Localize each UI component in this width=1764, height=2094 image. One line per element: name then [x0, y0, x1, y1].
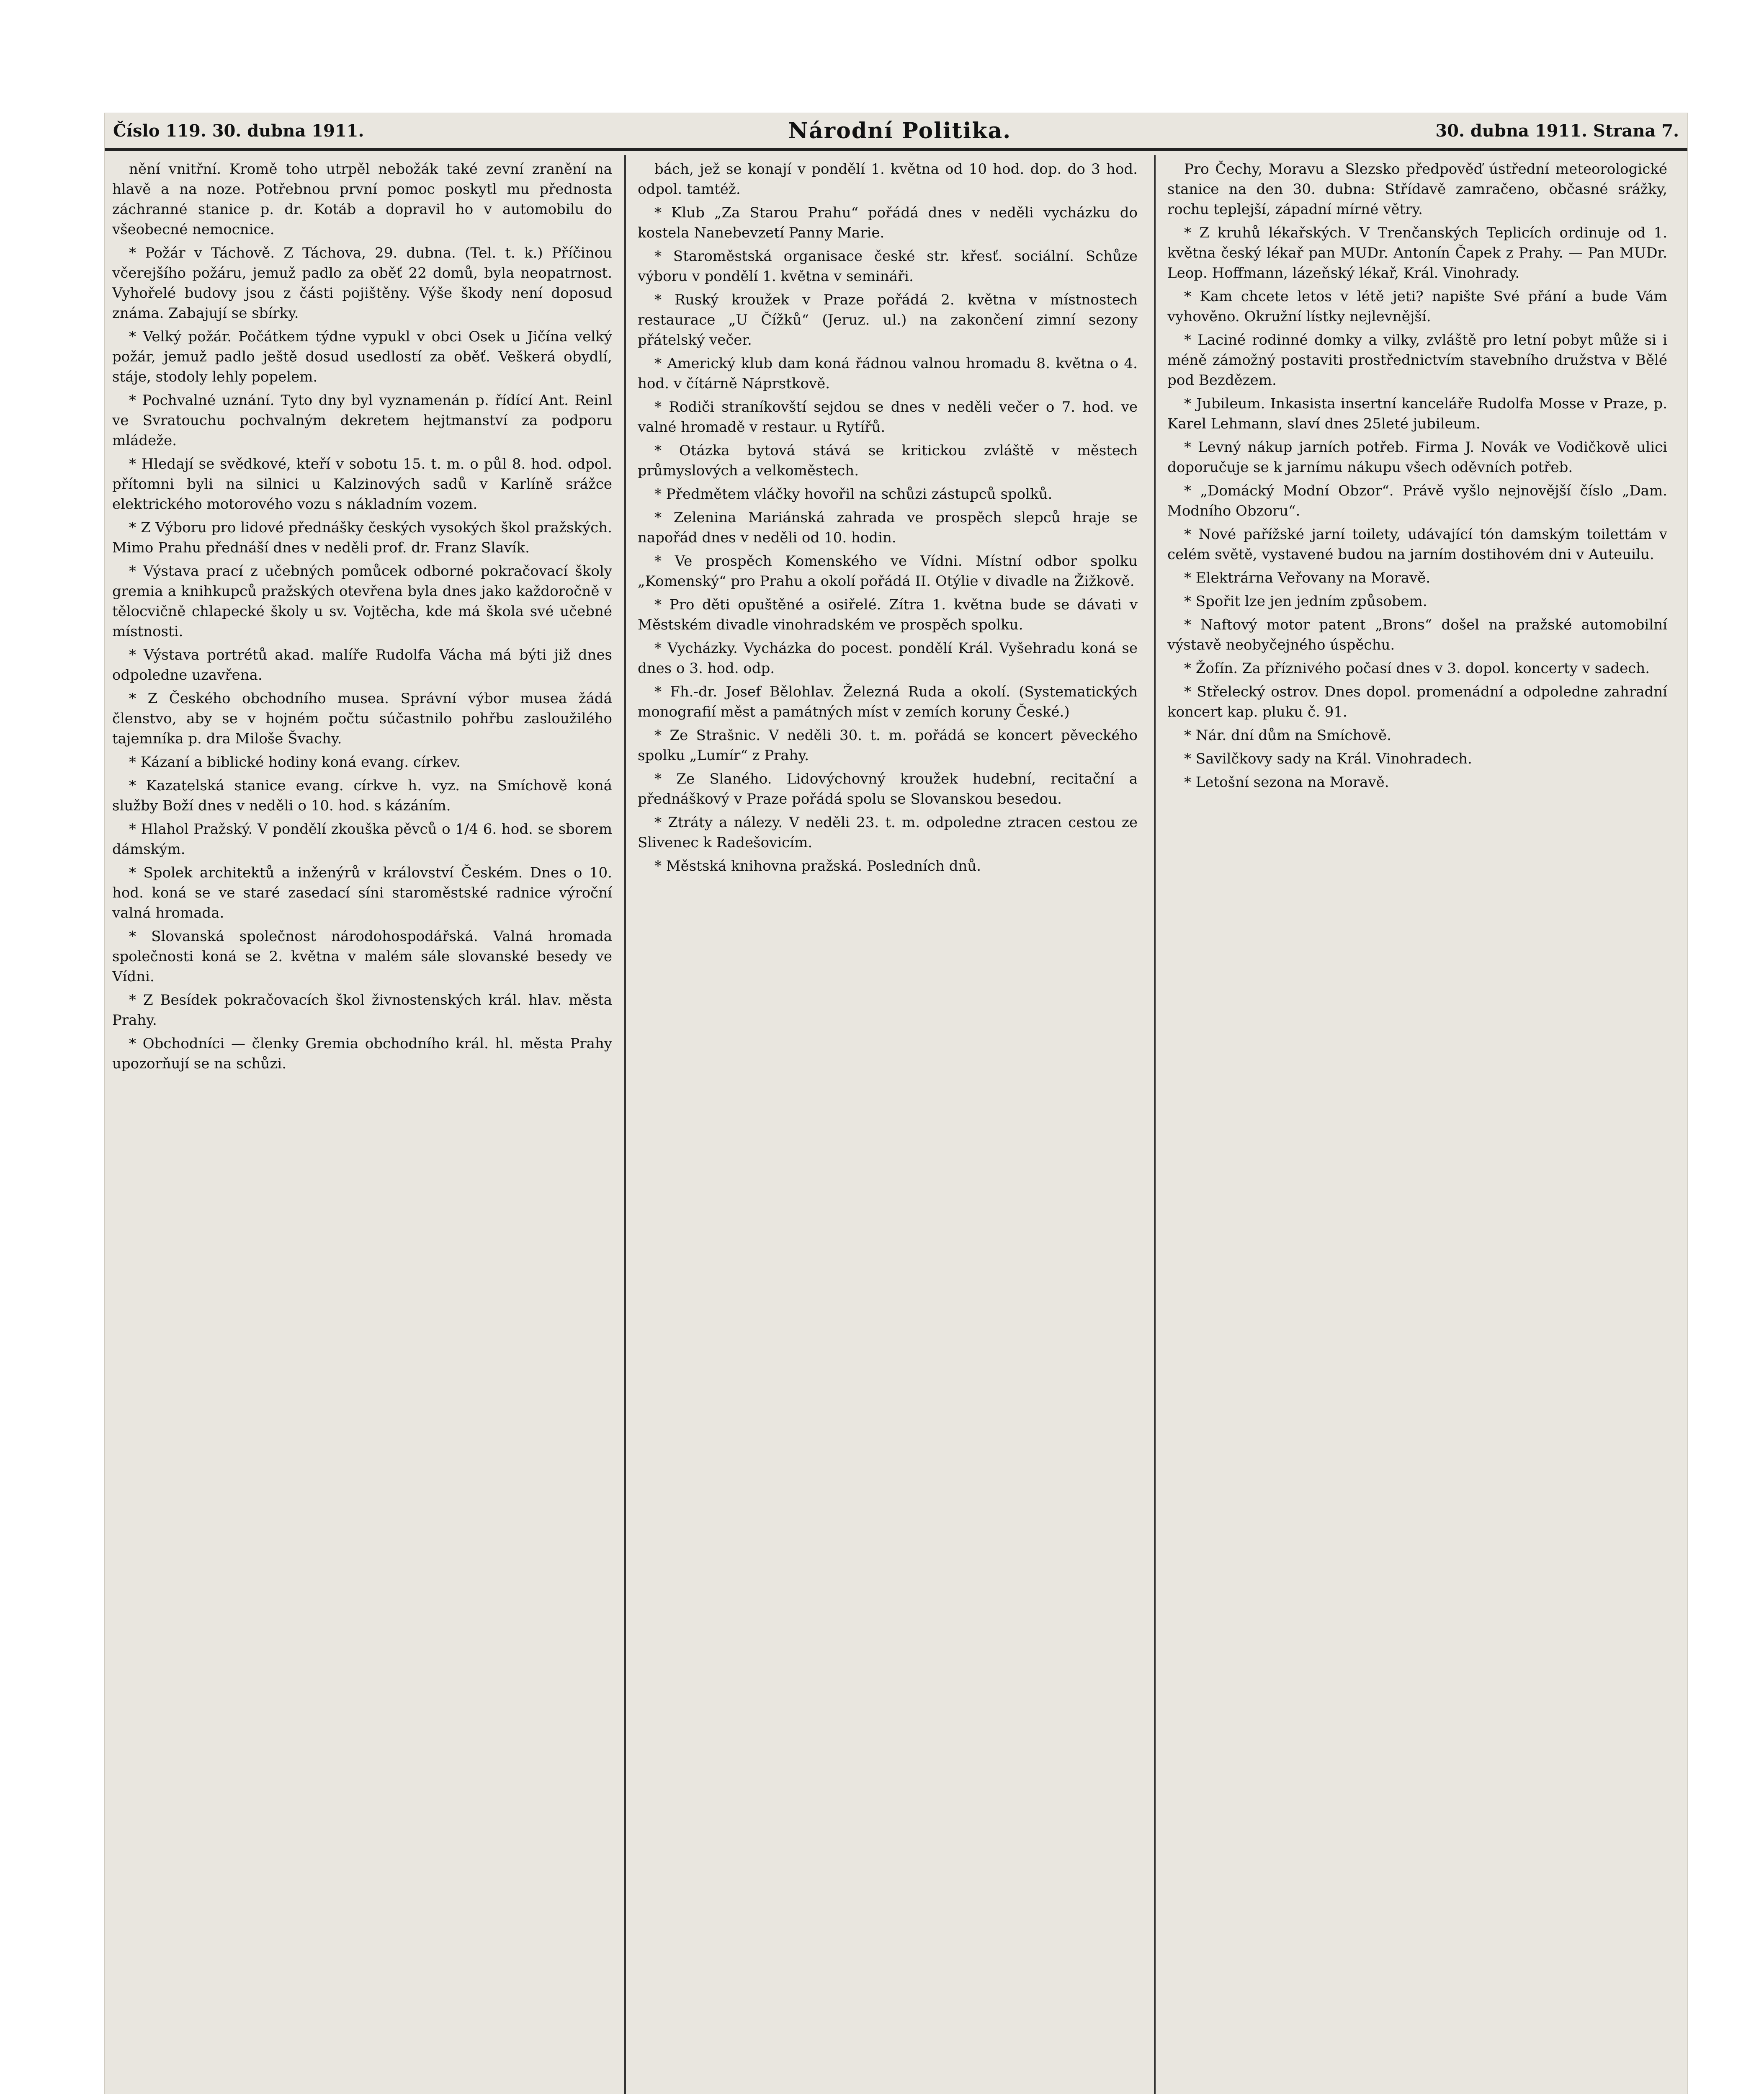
- paragraph: * Levný nákup jarních potřeb. Firma J. Novák ve Vodičkově ulici doporučuje se k jarnímu nákupu všech oděvních potřeb.: [1167, 439, 1667, 476]
- paragraph: * Ze Strašnic. V neděli 30. t. m. pořádá se koncert pěveckého spolku „Lumír“ z Prahy.: [638, 727, 1138, 764]
- column-3: [1160, 155, 1675, 2094]
- paragraph: * Kázaní a biblické hodiny koná evang. církev.: [129, 754, 461, 771]
- paragraph: * „Domácký Modní Obzor“. Právě vyšlo nejnovější číslo „Dam. Modního Obzoru“.: [1167, 482, 1667, 519]
- paragraph: bách, jež se konají v pondělí 1. května od 10 hod. dop. do 3 hod. odpol. tamtéž.: [638, 161, 1138, 198]
- paragraph: * Elektrárna Veřovany na Moravě.: [1184, 570, 1431, 586]
- paragraph: * Nové pařížské jarní toilety, udávající tón damským toilettám v celém světě, vystavené budou na jarním dostihovém dni v Auteuilu.: [1167, 526, 1667, 563]
- paragraph: * Ruský kroužek v Praze pořádá 2. května v místnostech restaurace „U Čížků“ (Jeruz. ul.) na zakončení zimní sezony přátelský večer.: [638, 291, 1138, 348]
- date-and-page: 30. dubna 1911. Strana 7.: [1435, 121, 1679, 141]
- paragraph: * Staroměstská organisace české str. křesť. sociální. Schůze výboru v pondělí 1. května v semináři.: [638, 248, 1138, 285]
- article-columns: [105, 155, 1687, 2094]
- paragraph: * Laciné rodinné domky a vilky, zvláště pro letní pobyt může si i méně zámožný postaviti prostřednictvím stavebního družstva v Bělé pod Bezdězem.: [1167, 332, 1667, 389]
- paragraph: * Pochvalné uznání. Tyto dny byl vyznamenán p. řídící Ant. Reinl ve Svratouchu pochvalným dekretem hejtmanství za podporu mládeže.: [112, 392, 612, 449]
- paragraph: * Hlahol Pražský. V pondělí zkouška pěvců o 1/4 6. hod. se sborem dámským.: [112, 821, 612, 858]
- paragraph: * Z Besídek pokračovacích škol živnostenských král. hlav. města Prahy.: [112, 992, 612, 1029]
- column-1: [105, 155, 620, 2094]
- paragraph: * Z kruhů lékařských. V Trenčanských Teplicích ordinuje od 1. května český lékař pan MUDr. Antonín Čapek z Prahy. — Pan MUDr. Leop. Hoffmann, lázeňský lékař, Král. Vinohrady.: [1167, 224, 1667, 281]
- paragraph: * Velký požár. Počátkem týdne vypukl v obci Osek u Jičína velký požár, jemuž padlo ještě dosud usedlostí za oběť. Veškerá obydlí, stáje, stodoly lehly popelem.: [112, 328, 612, 385]
- paragraph: * Výstava portrétů akad. malíře Rudolfa Vácha má býti již dnes odpoledne uzavřena.: [112, 647, 612, 683]
- paragraph: * Hledají se svědkové, kteří v sobotu 15. t. m. o půl 8. hod. odpol. přítomni byli na silnici u Kalzinových sadů v Karlíně srážce elektrického motorového vozu s nákladním vozem.: [112, 456, 612, 513]
- paragraph: * Vycházky. Vycházka do pocest. pondělí Král. Vyšehradu koná se dnes o 3. hod. odp.: [638, 640, 1138, 677]
- page-header: [105, 113, 1687, 151]
- newspaper-page: [105, 113, 1687, 2094]
- paragraph: * Zelenina Mariánská zahrada ve prospěch slepců hraje se napořád dnes v neděli od 10. hodin.: [638, 509, 1138, 546]
- paragraph: * Požár v Táchově. Z Táchova, 29. dubna. (Tel. t. k.) Příčinou včerejšího požáru, jemuž padlo za oběť 22 domů, byla neopatrnost. Vyhořelé budovy jsou z části pojištěny. Výše škody není doposud známa. Zabajují se sbírky.: [112, 245, 612, 322]
- column-divider: [1154, 155, 1156, 2094]
- paragraph: * Slovanská společnost národohospodářská. Valná hromada společnosti koná se 2. května v malém sále slovanské besedy ve Vídni.: [112, 928, 612, 985]
- paragraph: Pro Čechy, Moravu a Slezsko předpověď ústřední meteorologické stanice na den 30. dubna: Střídavě zamračeno, občasné srážky, rochu teplejší, západní mírné větry.: [1167, 161, 1667, 218]
- paragraph: * Z Českého obchodního musea. Správní výbor musea žádá členstvo, aby se v hojném počtu súčastnilo pohřbu zasloužilého tajemníka p. dra Miloše Švachy.: [112, 690, 612, 747]
- paragraph: * Z Výboru pro lidové přednášky českých vysokých škol pražských. Mimo Prahu přednáší dnes v neděli prof. dr. Franz Slavík.: [112, 519, 612, 556]
- paragraph: * Výstava prací z učebných pomůcek odborné pokračovací školy gremia a knihkupců pražských otevřena byla dnes jako každoročně v tělocvičně chlapecké školy u sv. Vojtěcha, kde má škola své učebné místnosti.: [112, 563, 612, 640]
- paragraph: * Naftový motor patent „Brons“ došel na pražské automobilní výstavě neobyčejného úspěchu.: [1167, 616, 1667, 653]
- column-2: [630, 155, 1145, 2094]
- masthead-title: Národní Politika.: [788, 118, 1012, 144]
- paragraph: * Předmětem vláčky hovořil na schůzi zástupců spolků.: [654, 486, 1053, 503]
- paragraph: * Fh.-dr. Josef Bělohlav. Železná Ruda a okolí. (Systematických monografií měst a památných míst v zemích koruny České.): [638, 683, 1138, 720]
- paragraph: * Ztráty a nálezy. V neděli 23. t. m. odpoledne ztracen cestou ze Slivenec k Radešovicím.: [638, 814, 1138, 851]
- paragraph: * Ze Slaného. Lidovýchovný kroužek hudební, recitační a přednáškový v Praze pořádá spolu se Slovanskou besedou.: [638, 771, 1138, 807]
- paragraph: * Otázka bytová stává se kritickou zvláště v městech průmyslových a velkoměstech.: [638, 442, 1138, 479]
- issue-number: Číslo 119. 30. dubna 1911.: [113, 121, 364, 141]
- paragraph: * Savilčkovy sady na Král. Vinohradech.: [1184, 750, 1472, 767]
- paragraph: * Kam chcete letos v létě jeti? napište Své přání a bude Vám vyhověno. Okružní lístky nejlevnější.: [1167, 288, 1667, 325]
- paragraph: * Žofín. Za příznivého počasí dnes v 3. dopol. koncerty v sadech.: [1184, 660, 1650, 677]
- paragraph: * Pro děti opuštěné a osiřelé. Zítra 1. května bude se dávati v Městském divadle vinohradském ve prospěch spolku.: [638, 596, 1138, 633]
- paragraph: * Americký klub dam koná řádnou valnou hromadu 8. května o 4. hod. v čítárně Náprstkově.: [638, 355, 1138, 392]
- column-divider: [624, 155, 626, 2094]
- paragraph: * Nár. dní dům na Smíchově.: [1184, 727, 1391, 744]
- paragraph: * Rodiči straníkovští sejdou se dnes v neděli večer o 7. hod. ve valné hromadě v restaur. u Rytířů.: [638, 399, 1138, 436]
- paragraph: * Klub „Za Starou Prahu“ pořádá dnes v neděli vycházku do kostela Nanebevzetí Panny Marie.: [638, 204, 1138, 241]
- paragraph: * Střelecký ostrov. Dnes dopol. promenádní a odpoledne zahradní koncert kap. pluku č. 91.: [1167, 683, 1667, 720]
- paragraph: * Spolek architektů a inženýrů v království Českém. Dnes o 10. hod. koná se ve staré zasedací síni staroměstské radnice výroční valná hromada.: [112, 864, 612, 921]
- paragraph: * Kazatelská stanice evang. církve h. vyz. na Smíchově koná služby Boží dnes v neděli o 10. hod. s kázáním.: [112, 777, 612, 814]
- paragraph: * Městská knihovna pražská. Posledních dnů.: [654, 858, 981, 874]
- paragraph: * Jubileum. Inkasista insertní kanceláře Rudolfa Mosse v Praze, p. Karel Lehmann, slaví dnes 25leté jubileum.: [1167, 395, 1667, 432]
- paragraph: nění vnitřní. Kromě toho utrpěl nebožák také zevní zranění na hlavě a na noze. Potřebnou první pomoc poskytl mu přednosta záchranné stanice p. dr. Kotáb a dopravil ho v automobilu do všeobecné nemocnice.: [112, 161, 612, 238]
- paragraph: * Obchodníci — členky Gremia obchodního král. hl. města Prahy upozorňují se na schůzi.: [112, 1035, 612, 1072]
- paragraph: * Ve prospěch Komenského ve Vídni. Místní odbor spolku „Komenský“ pro Prahu a okolí pořádá II. Otýlie v divadle na Žižkově.: [638, 553, 1138, 590]
- paragraph: * Letošní sezona na Moravě.: [1184, 774, 1389, 791]
- paragraph: * Spořit lze jen jedním způsobem.: [1184, 593, 1427, 610]
